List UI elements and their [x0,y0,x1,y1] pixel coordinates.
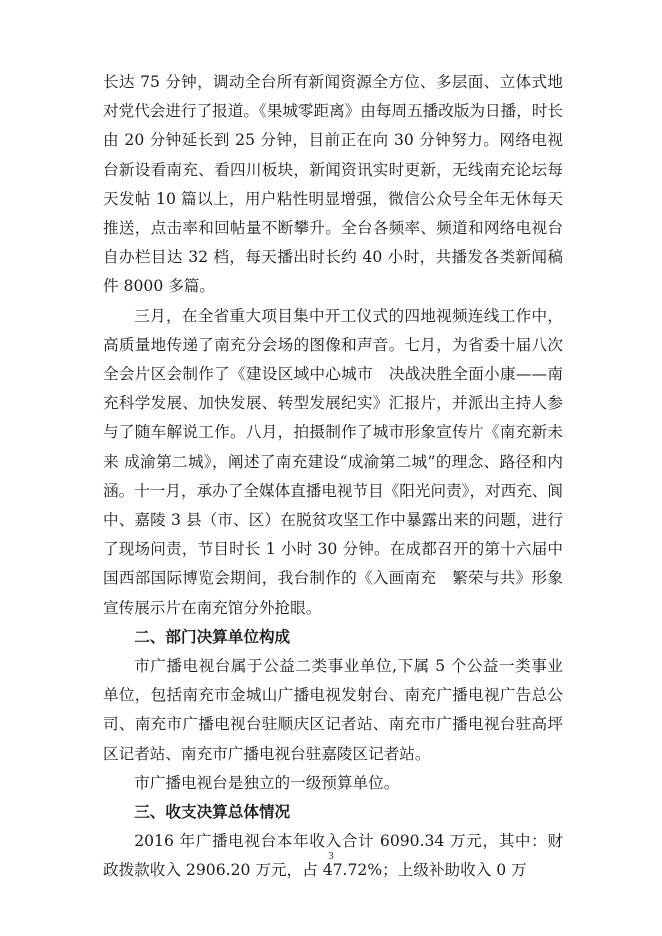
section-heading-income-expense: 三、收支决算总体情况 [134,803,291,822]
paragraph-unit-composition: 市广播电视台属于公益二类事业单位,下属 5 个公益一类事业单位，包括南充市金城山广播电视发射台、南充广播电视广告总公司、南充市广播电视台驻顺庆区记者站、南充市广播电视台驻高坪区记者站、南充市广播电视台驻嘉陵区记者站。 [103,657,563,763]
paragraph-major-events: 三月，在全省重大项目集中开工仪式的四地视频连线工作中，高质量地传递了南充分会场的图像和声音。七月，为省委十届八次全会片区会制作了《建设区域中心城市 决战决胜全面小康——南充科学发展、加快发展、转型发展纪实》汇报片，并派出主持人参与了随车解说工作。八月，拍摄制作了城市形象宣传片《南充新未来 成渝第二城》，阐述了南充建设“成渝第二城”的理念、路径和内涵。十一月，承办了全媒体直播电视节目《阳光问责》，对西充、阆中、嘉陵 3 县（市、区）在脱贫攻坚工作中暴露出来的问题，进行了现场问责，节目时长 1 小时 30 分钟。在成都召开的第十六届中国西部国际博览会期间，我台制作的《入画南充 繁荣与共》形象宣传展示片在南充馆分外抢眼。 [103,306,564,617]
page-number: 3 [328,850,334,862]
paragraph-income-summary: 2016 年广播电视台本年收入合计 6090.34 万元，其中：财政拨款收入 2906.20 万元，占 47.72%；上级补助收入 0 万 [103,832,563,880]
document-body [103,68,563,886]
paragraph-budget-level: 市广播电视台是独立的一级预算单位。 [134,773,400,792]
section-heading-units: 二、部门决算单位构成 [134,627,291,646]
paragraph-news-reporting: 长达 75 分钟，调动全台所有新闻资源全方位、多层面、立体式地对党代会进行了报道。《果城零距离》由每周五播改版为日播，时长由 20 分钟延长到 25 分钟，目前正在向 30 分钟努力。网络电视台新设看南充、看四川板块，新闻资讯实时更新，无线南充论坛每天发帖 10 篇以上，用户粘性明显增强，微信公众号全年无休每天推送，点击率和回帖量不断攀升。全台各频率、频道和网络电视台自办栏目达 32 档，每天播出时长约 40 小时，共播发各类新闻稿件 8000 多篇。 [103,73,564,296]
